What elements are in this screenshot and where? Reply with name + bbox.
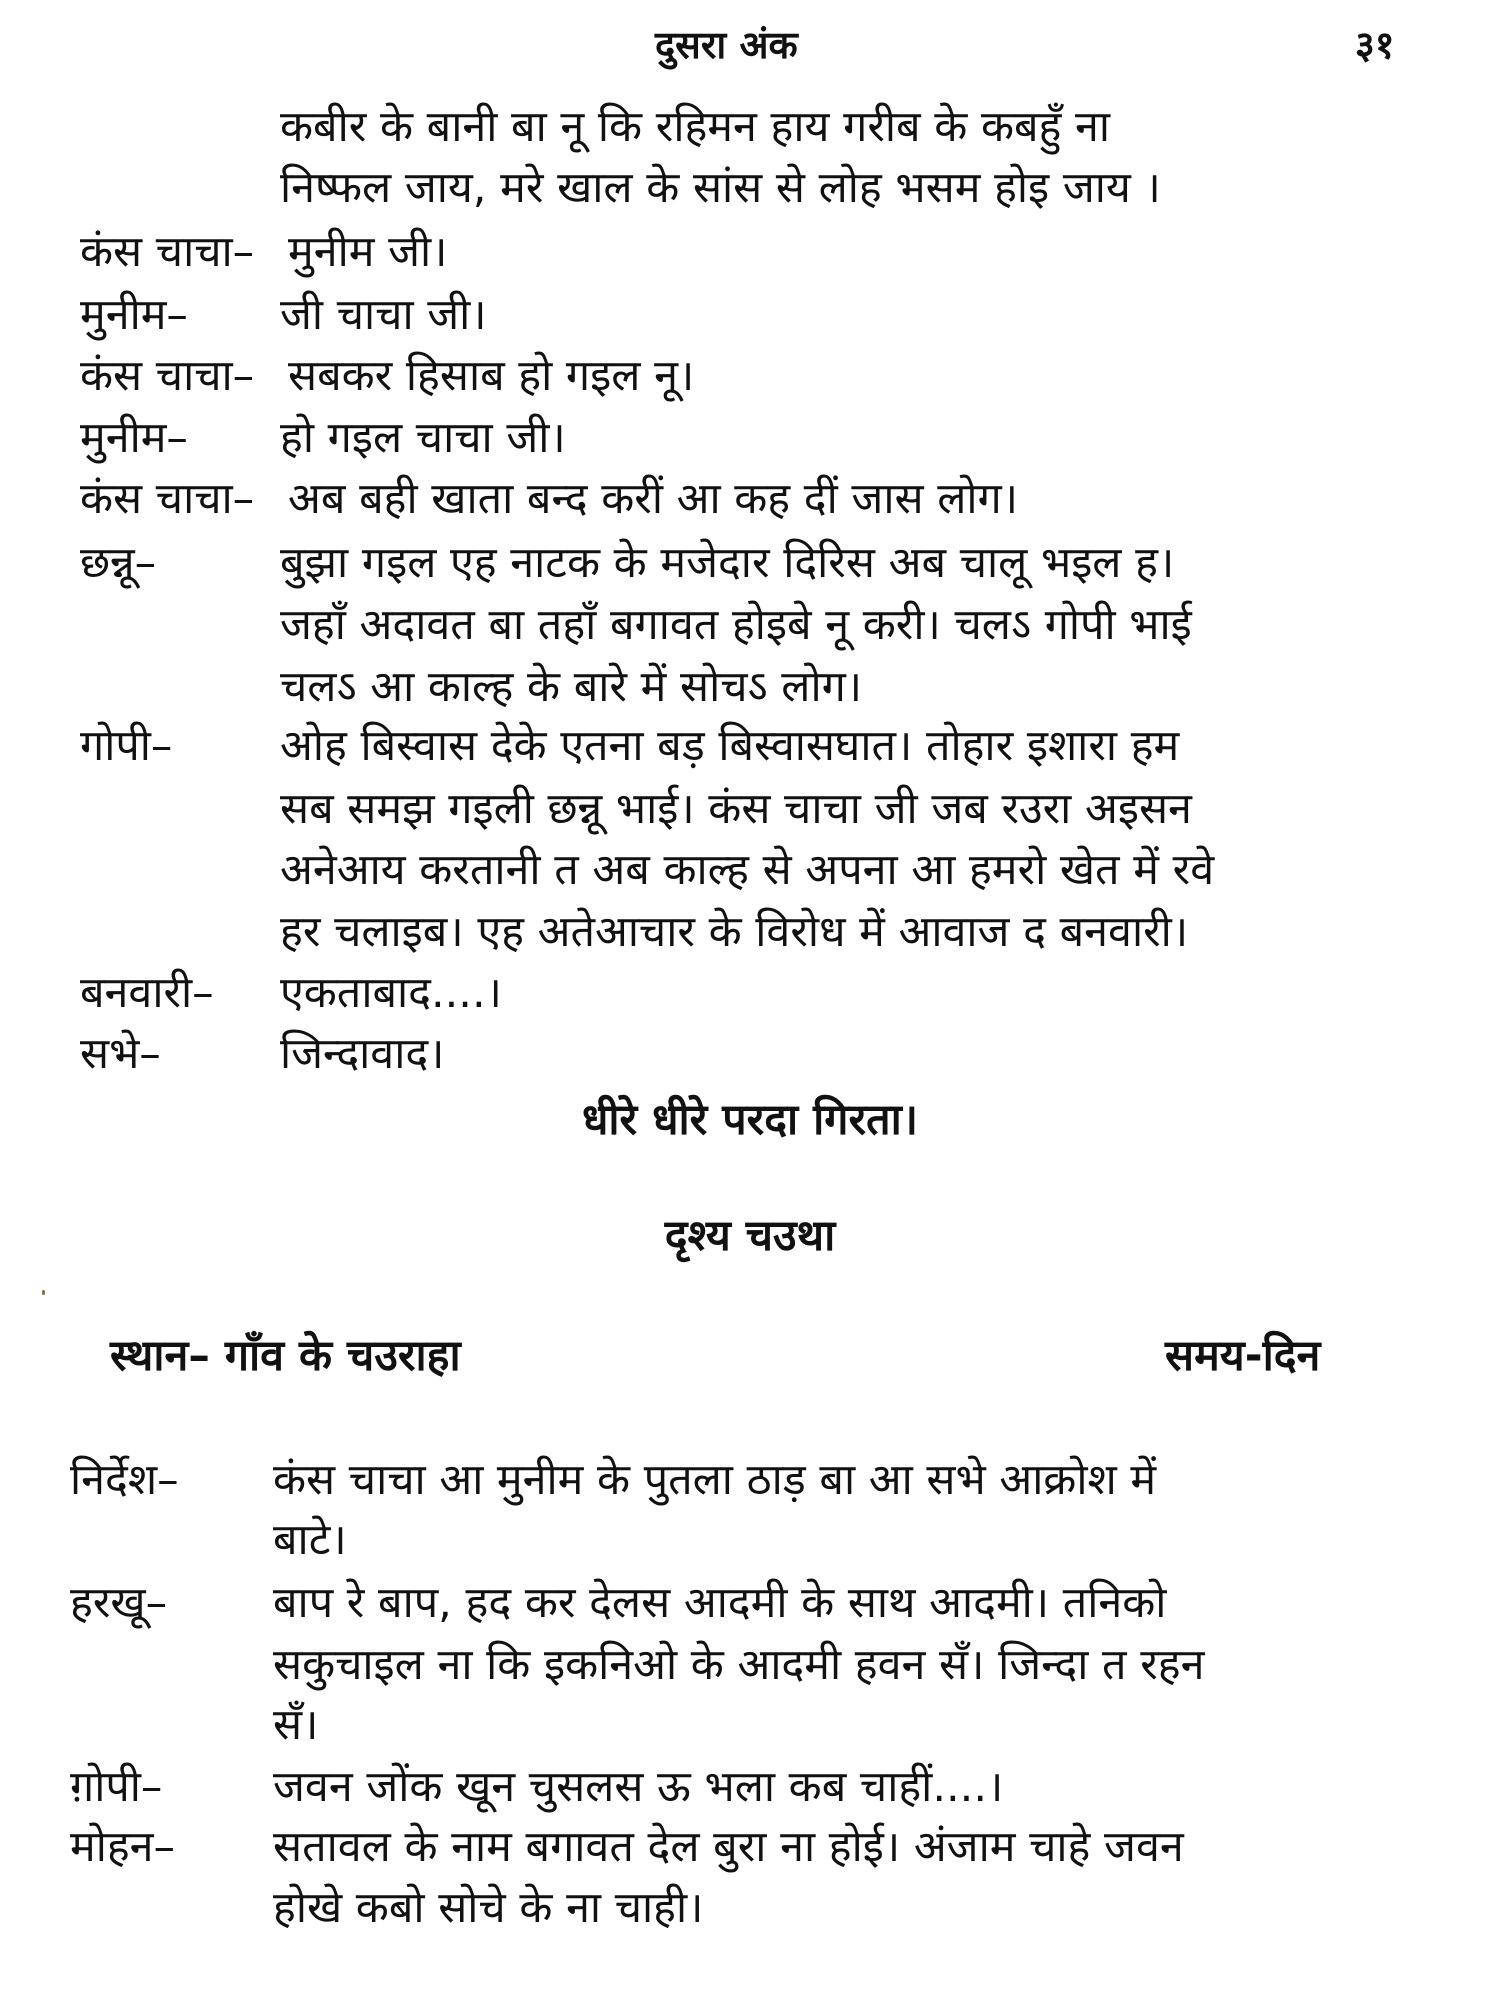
scene-place: स्थान– गाँव के चउराहा bbox=[110, 1331, 461, 1381]
speaker-name: मुनीम– bbox=[80, 290, 188, 340]
dialogue-line: सबकर हिसाब हो गइल नू। bbox=[288, 351, 695, 401]
speaker-name: ग़ोपी– bbox=[70, 1762, 163, 1812]
verse-line: कबीर के बानी बा नू कि रहिमन हाय गरीब के कबहुँ ना bbox=[280, 102, 1111, 152]
dialogue-line: मुनीम जी। bbox=[288, 227, 448, 277]
dialogue-line: बाप रे बाप, हद कर देलस आदमी के साथ आदमी। तनिको bbox=[273, 1578, 1167, 1628]
speaker-name: कंस चाचा– bbox=[80, 474, 255, 524]
running-header bbox=[0, 18, 1500, 78]
dialogue-line: चलऽ आ काल्ह के बारे में सोचऽ लोग। bbox=[280, 662, 863, 712]
speaker-name: मोहन– bbox=[70, 1822, 176, 1872]
dialogue-line: अब बही खाता बन्द करीं आ कह दीं जास लोग। bbox=[288, 474, 1019, 524]
speaker-name: निर्देश– bbox=[70, 1455, 179, 1505]
dialogue-line: जहाँ अदावत बा तहाँ बगावत होइबे नू करी। चलऽ गोपी भाई bbox=[280, 600, 1192, 650]
dialogue-line: बाटे। bbox=[273, 1515, 347, 1565]
dialogue-line: एकताबाद....। bbox=[280, 968, 502, 1018]
speaker-name: कंस चाचा– bbox=[80, 351, 255, 401]
dialogue-line: जी चाचा जी। bbox=[280, 290, 487, 340]
paper-speck bbox=[42, 1290, 45, 1295]
dialogue-line: हर चलाइब। एह अतेआचार के विरोध में आवाज द बनवारी। bbox=[280, 907, 1189, 957]
dialogue-line: सँ। bbox=[273, 1700, 319, 1750]
page-number: ३१ bbox=[1355, 23, 1395, 67]
dialogue-line: होखे कबो सोचे के ना चाही। bbox=[273, 1883, 704, 1933]
dialogue-line: सकुचाइल ना कि इकनिओ के आदमी हवन सँ। जिन्दा त रहन bbox=[273, 1640, 1205, 1690]
dialogue-line: हो गइल चाचा जी। bbox=[280, 413, 566, 463]
dialogue-line: कंस चाचा आ मुनीम के पुतला ठाड़ बा आ सभे आक्रोश में bbox=[273, 1455, 1157, 1505]
stage-direction-curtain: धीरे धीरे परदा गिरता। bbox=[581, 1095, 919, 1145]
speaker-name: कंस चाचा– bbox=[80, 227, 255, 277]
speaker-name: बनवारी– bbox=[80, 968, 214, 1018]
speaker-name: सभे– bbox=[80, 1029, 161, 1079]
speaker-name: गोपी– bbox=[80, 721, 173, 771]
dialogue-line: सतावल के नाम बगावत देल बुरा ना होई। अंजाम चाहे जवन bbox=[273, 1822, 1184, 1872]
speaker-name: मुनीम– bbox=[80, 413, 188, 463]
speaker-name: हरखू– bbox=[70, 1578, 168, 1628]
scene-heading: दृश्य चउथा bbox=[664, 1211, 836, 1261]
scene-time: समय-दिन bbox=[1165, 1331, 1321, 1381]
dialogue-line: ओह बिस्वास देके एतना बड़ बिस्वासघात। तोहार इशारा हम bbox=[280, 721, 1180, 771]
chapter-title: दुसरा अंक bbox=[655, 23, 798, 67]
dialogue-line: जवन जोंक खून चुसलस ऊ भला कब चाहीं....। bbox=[273, 1762, 1004, 1812]
dialogue-line: जिन्दावाद। bbox=[280, 1029, 445, 1079]
dialogue-line: अनेआय करतानी त अब काल्ह से अपना आ हमरो खेत में रवे bbox=[280, 845, 1215, 895]
verse-line: निष्फल जाय, मरे खाल के सांस से लोह भसम होइ जाय । bbox=[280, 163, 1161, 213]
dialogue-line: बुझा गइल एह नाटक के मजेदार दिरिस अब चालू भइल ह। bbox=[280, 538, 1175, 588]
dialogue-line: सब समझ गइली छन्नू भाई। कंस चाचा जी जब रउरा अइसन bbox=[280, 784, 1192, 834]
speaker-name: छन्नू– bbox=[80, 538, 157, 588]
